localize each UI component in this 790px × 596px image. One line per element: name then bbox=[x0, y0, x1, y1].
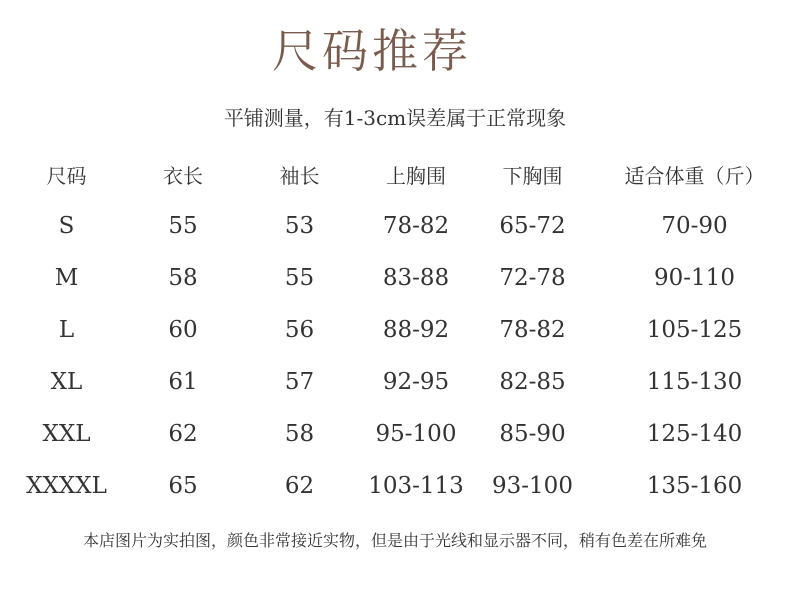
table-cell: 92-95 bbox=[382, 369, 450, 395]
table-cell: XXXXL bbox=[26, 473, 107, 499]
table-cell: 115-130 bbox=[646, 369, 743, 395]
table-row bbox=[0, 356, 790, 408]
table-cell: S bbox=[58, 213, 75, 239]
table-cell: XXL bbox=[42, 421, 91, 447]
table-cell: 125-140 bbox=[646, 421, 743, 447]
table-row bbox=[0, 460, 790, 512]
header-sleeve: 袖长 bbox=[279, 163, 320, 188]
table-cell: 57 bbox=[284, 369, 315, 395]
header-upper-bust: 上胸围 bbox=[386, 163, 446, 188]
table-cell: 85-90 bbox=[499, 421, 566, 447]
table-cell: 60 bbox=[168, 317, 198, 343]
table-cell: 55 bbox=[284, 265, 315, 291]
table-cell: 53 bbox=[284, 213, 315, 239]
table-cell: 65-72 bbox=[499, 213, 566, 239]
table-row bbox=[0, 408, 790, 460]
header-size: 尺码 bbox=[46, 163, 87, 188]
table-cell: 90-110 bbox=[654, 265, 735, 291]
measurement-note: 平铺测量，有1-3cm误差属于正常现象 bbox=[223, 106, 567, 130]
table-row bbox=[0, 304, 790, 356]
table-cell: 93-100 bbox=[492, 473, 573, 499]
table-cell: 83-88 bbox=[382, 265, 450, 291]
header-length: 衣长 bbox=[163, 163, 203, 188]
table-cell: 58 bbox=[168, 265, 198, 291]
table-cell: 82-85 bbox=[499, 369, 566, 395]
table-row bbox=[0, 252, 790, 304]
table-cell: 103-113 bbox=[368, 473, 464, 499]
table-cell: 65 bbox=[168, 473, 198, 499]
table-header-row bbox=[0, 148, 790, 200]
table-cell: 61 bbox=[168, 369, 198, 395]
table-cell: 78-82 bbox=[499, 317, 566, 343]
table-row bbox=[0, 200, 790, 252]
table-cell: 55 bbox=[168, 213, 198, 239]
table-cell: 105-125 bbox=[646, 317, 743, 343]
table-cell: L bbox=[58, 317, 75, 343]
table-cell: 58 bbox=[284, 421, 315, 447]
table-cell: 78-82 bbox=[382, 213, 450, 239]
header-under-bust: 下胸围 bbox=[502, 163, 563, 188]
table-cell: 72-78 bbox=[499, 265, 566, 291]
table-cell: 56 bbox=[284, 317, 315, 343]
table-cell: 62 bbox=[168, 421, 198, 447]
table-cell: 135-160 bbox=[646, 473, 743, 499]
table-cell: 70-90 bbox=[661, 213, 728, 239]
size-chart-table bbox=[0, 148, 790, 512]
table-cell: 62 bbox=[284, 473, 315, 499]
color-disclaimer: 本店图片为实拍图，颜色非常接近实物，但是由于光线和显示器不同，稍有色差在所难免 bbox=[82, 531, 707, 550]
header-weight: 适合体重（斤） bbox=[624, 163, 765, 188]
table-cell: 88-92 bbox=[382, 317, 450, 343]
table-cell: M bbox=[54, 265, 79, 291]
page-title: 尺码推荐 bbox=[272, 24, 472, 78]
table-cell: XL bbox=[50, 369, 83, 395]
table-cell: 95-100 bbox=[375, 421, 457, 447]
